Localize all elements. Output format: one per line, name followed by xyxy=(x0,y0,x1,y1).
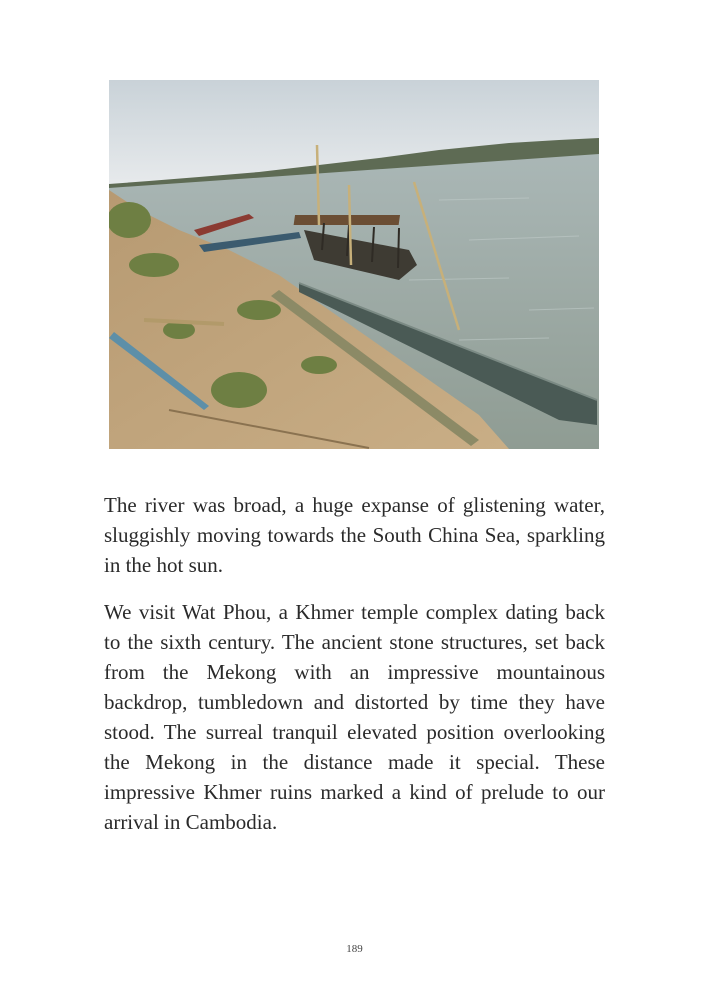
riverbank-photo xyxy=(109,80,599,449)
page-number: 189 xyxy=(346,943,363,955)
paragraph: We visit Wat Phou, a Khmer temple complex dating back to the sixth century. The ancient stone structures, set back from the Mekong with an impressive mountainous backdrop, tumbledown and distorted by time they have stood. The surreal tranquil elevated position overlooking the Mekong in the distance made it special. These impressive Khmer ruins marked a kind of prelude to our arrival in Cambodia. xyxy=(104,600,605,834)
riverbank-illustration xyxy=(109,80,599,449)
body-text xyxy=(104,490,605,854)
paragraph: The river was broad, a huge expanse of glistening water, sluggishly moving towards the South China Sea, sparkling in the hot sun. xyxy=(104,493,605,577)
